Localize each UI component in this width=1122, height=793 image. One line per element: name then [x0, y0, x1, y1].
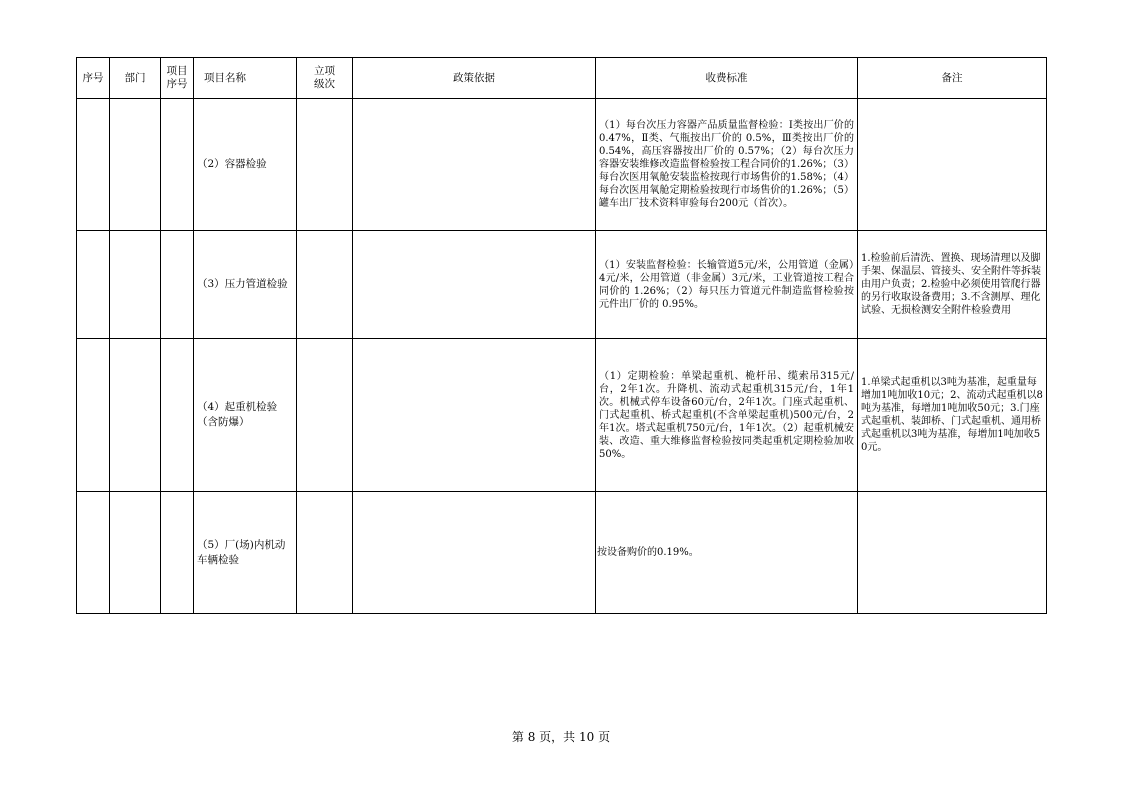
table-header-row — [77, 58, 1047, 99]
cell-remarks — [858, 99, 1047, 231]
cell-approval-level — [297, 492, 353, 614]
cell-remarks — [858, 492, 1047, 614]
cell-approval-level — [297, 339, 353, 492]
remarks-text: 1.单梁式起重机以3吨为基准，起重量每增加1吨加收10元；2、流动式起重机以8吨为基准，每增加1吨加收50元；3.门座式起重机、装卸桥、门式起重机、通用桥式起重机以3吨为基准，每增加1吨加收50元。 — [861, 377, 1043, 453]
page-footer: 第 8 页，共 10 页 — [511, 730, 611, 744]
header-approval-level-text: 立项级次 — [314, 65, 335, 90]
cell-fee-standard — [596, 492, 858, 614]
cell-remarks — [858, 231, 1047, 339]
cell-policy-basis — [353, 99, 596, 231]
cell-item-name — [194, 492, 297, 614]
header-seq: 序号 — [77, 58, 110, 99]
table-row — [77, 492, 1047, 614]
fee-standard-text: 按设备购价的0.19%。 — [597, 547, 699, 558]
table-row — [77, 99, 1047, 231]
cell-item-name — [194, 231, 297, 339]
cell-item-seq — [161, 231, 194, 339]
cell-seq — [77, 492, 110, 614]
header-item-seq — [161, 58, 194, 99]
table-row — [77, 231, 1047, 339]
item-name-text: （2）容器检验 — [197, 158, 267, 170]
cell-item-seq — [161, 99, 194, 231]
header-item-name: 项目名称 — [194, 58, 297, 99]
cell-item-seq — [161, 339, 194, 492]
cell-seq — [77, 339, 110, 492]
cell-seq — [77, 231, 110, 339]
remarks-text: 1.检验前后清洗、置换、现场清理以及脚手架、保温层、管接头、安全附件等拆装由用户负责；2.检验中必须使用管爬行器的另行收取设备费用；3.不含测厚、理化试验、无损检测安全附件检验费用 — [861, 253, 1041, 316]
item-name-text: （3）压力管道检验 — [197, 278, 288, 290]
fee-standard-text: （1）定期检验：单梁起重机、桅杆吊、缆索吊315元/台，2年1次。升降机、流动式起重机315元/台，1年1次。机械式停车设备60元/台，2年1次。门座式起重机、门式起重机、桥式起重机(不含单梁起重机)500元/台，2年1次。塔式起重机750元/台，1年1次。（2）起重机械安装、改造、重大维修监督检验按同类起重机定期检验加收50%。 — [599, 370, 854, 460]
cell-policy-basis — [353, 231, 596, 339]
cell-item-name — [194, 339, 297, 492]
header-fee-standard: 收费标准 — [596, 58, 858, 99]
fee-standard-text: （1）安装监督检验：长输管道5元/米，公用管道（金属）4元/米，公用管道（非金属）3元/米，工业管道按工程合同价的 1.26%；（2）每只压力管道元件制造监督检验按元件出厂价的 0.95%。 — [599, 259, 854, 310]
header-department: 部门 — [110, 58, 161, 99]
cell-department — [110, 492, 161, 614]
cell-approval-level — [297, 99, 353, 231]
cell-fee-standard — [596, 99, 858, 231]
header-policy-basis: 政策依据 — [353, 58, 596, 99]
header-item-seq-text: 项目序号 — [166, 65, 188, 90]
cell-item-seq — [161, 492, 194, 614]
cell-department — [110, 99, 161, 231]
item-name-text: （4）起重机检验（含防爆） — [197, 401, 278, 428]
cell-seq — [77, 99, 110, 231]
item-name-text: （5）厂(场)内机动车辆检验 — [197, 538, 286, 566]
header-remarks: 备注 — [858, 58, 1047, 99]
cell-policy-basis — [353, 339, 596, 492]
cell-department — [110, 231, 161, 339]
cell-item-name — [194, 99, 297, 231]
cell-policy-basis — [353, 492, 596, 614]
fee-table — [76, 57, 1047, 614]
cell-approval-level — [297, 231, 353, 339]
fee-standard-text: （1）每台次压力容器产品质量监督检验：Ⅰ类按出厂价的0.47%，Ⅱ类、气瓶按出厂价的 0.5%，Ⅲ类按出厂价的 0.54%，高压容器按出厂价的 0.57%；（2）每台次压力容器安装维修改造监督检验按工程合同价的1.26%；（3）每台次医用氧舱安装监检按现行市场售价的1.58%；（4）每台次医用氧舱定期检验按现行市场售价的1.26%；（5）罐车出厂技术资料审验每台200元（首次）。 — [599, 120, 854, 209]
cell-remarks — [858, 339, 1047, 492]
header-approval-level — [297, 58, 353, 99]
cell-fee-standard — [596, 339, 858, 492]
table-row — [77, 339, 1047, 492]
cell-fee-standard — [596, 231, 858, 339]
cell-department — [110, 339, 161, 492]
